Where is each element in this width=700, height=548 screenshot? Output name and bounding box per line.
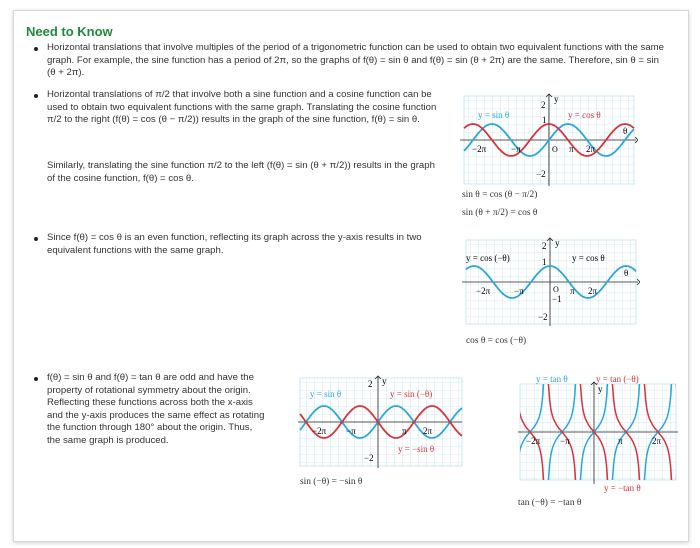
label-cos: y = cos θ [572,253,605,263]
tick-yn2: −2 [364,453,374,463]
graph-sin-cos-translation [460,92,638,188]
label-sin-neg: y = sin (−θ) [390,389,433,399]
tick-y1: 1 [542,257,547,267]
tick-x2pi: 2π [423,426,433,436]
bullet-4-text: f(θ) = sin θ and f(θ) = tan θ are odd and have the property of rotational symmetry about the origin. Reflecting these functions across both the x-axis and the y-axis produces the same effect as rotating the function through 180° about the origin. Thus, the same graph is produced. [47,372,265,446]
tick-origin: O [553,285,559,294]
bullet-1-text: Horizontal translations that involve multiples of the period of a trigonometric function can be used to obtain two equivalent functions with the same graph. For example, the sine function has a period of 2π, so the graphs of f(θ) = sin θ and f(θ) = sin (θ + 2π) are the same. Therefore, sin θ = sin (θ + 2π). [47,42,665,79]
tick-xpi: π [570,286,575,296]
axis-x-label: θ [624,268,629,278]
graph-sin-odd [298,374,464,470]
tick-xpi: π [402,426,407,436]
axis-y-label: y [598,384,603,394]
bullet-2b-text: Similarly, translating the sine function π/2 to the left (f(θ) = sin (θ + π/2)) results in the graph of the cosine function, f(θ) = cos θ. [47,160,435,184]
axis-y-label: y [555,238,560,248]
label-cos-neg: y = cos (−θ) [466,253,510,263]
caption-1a: sin θ = cos (θ − π/2) [462,190,538,200]
label-sin: y = sin θ [478,110,510,120]
label-tan: y = tan θ [536,374,568,384]
tick-xnpi: −π [560,436,570,446]
tick-xn2pi: −2π [312,426,327,436]
tick-x2pi: 2π [652,436,662,446]
tick-xpi: π [569,144,574,154]
bullet-dot [34,94,38,98]
tick-yn2: −2 [536,169,546,179]
tick-y2: 2 [542,241,547,251]
bullet-3-text: Since f(θ) = cos θ is an even function, reflecting its graph across the y-axis results in two equivalent functions with the same graph. [47,232,422,256]
tick-xn2pi: −2π [472,144,487,154]
graph-cos-reflection [462,236,640,328]
bullet-2-text: Horizontal translations of π/2 that involve both a sine function and a cosine function can be used to obtain two equivalent functions with the same graph. Translating the cosine function π/2 to the right (f(θ) = cos (θ − π/2)) results in the graph of the sine function, f(θ) = sin θ. [47,89,437,126]
tick-xn2pi: −2π [526,436,541,446]
tick-xnpi: −π [346,426,356,436]
tick-xn2pi: −2π [476,286,491,296]
bullet-dot [34,237,38,241]
tick-yn1: −1 [552,294,562,304]
tick-x2pi: 2π [588,286,598,296]
label-sin: y = sin θ [310,389,342,399]
axis-x-label: θ [623,126,628,136]
label-neg-tan: y = −tan θ [604,483,641,493]
tick-yn2: −2 [538,312,548,322]
graph-tan-odd [518,374,678,494]
tick-y2: 2 [541,100,546,110]
label-neg-sin: y = −sin θ [398,444,435,454]
caption-2: cos θ = cos (−θ) [466,336,527,346]
tick-x2pi: 2π [586,144,596,154]
caption-4: tan (−θ) = −tan θ [518,498,582,508]
tick-xnpi: −π [514,286,524,296]
bullet-dot [34,377,38,381]
tick-xpi: π [618,436,623,446]
caption-3: sin (−θ) = −sin θ [300,477,363,487]
axis-y-label: y [382,376,387,386]
bullet-dot [34,47,38,51]
section-heading: Need to Know [26,24,113,39]
caption-1b: sin (θ + π/2) = cos θ [462,208,538,218]
tick-origin: O [552,145,558,154]
label-tan-neg: y = tan (−θ) [596,374,639,384]
axis-y-label: y [554,94,559,104]
tick-y2: 2 [368,379,373,389]
tick-y1: 1 [542,115,547,125]
label-cos: y = cos θ [568,110,601,120]
tick-xnpi: −π [511,144,521,154]
